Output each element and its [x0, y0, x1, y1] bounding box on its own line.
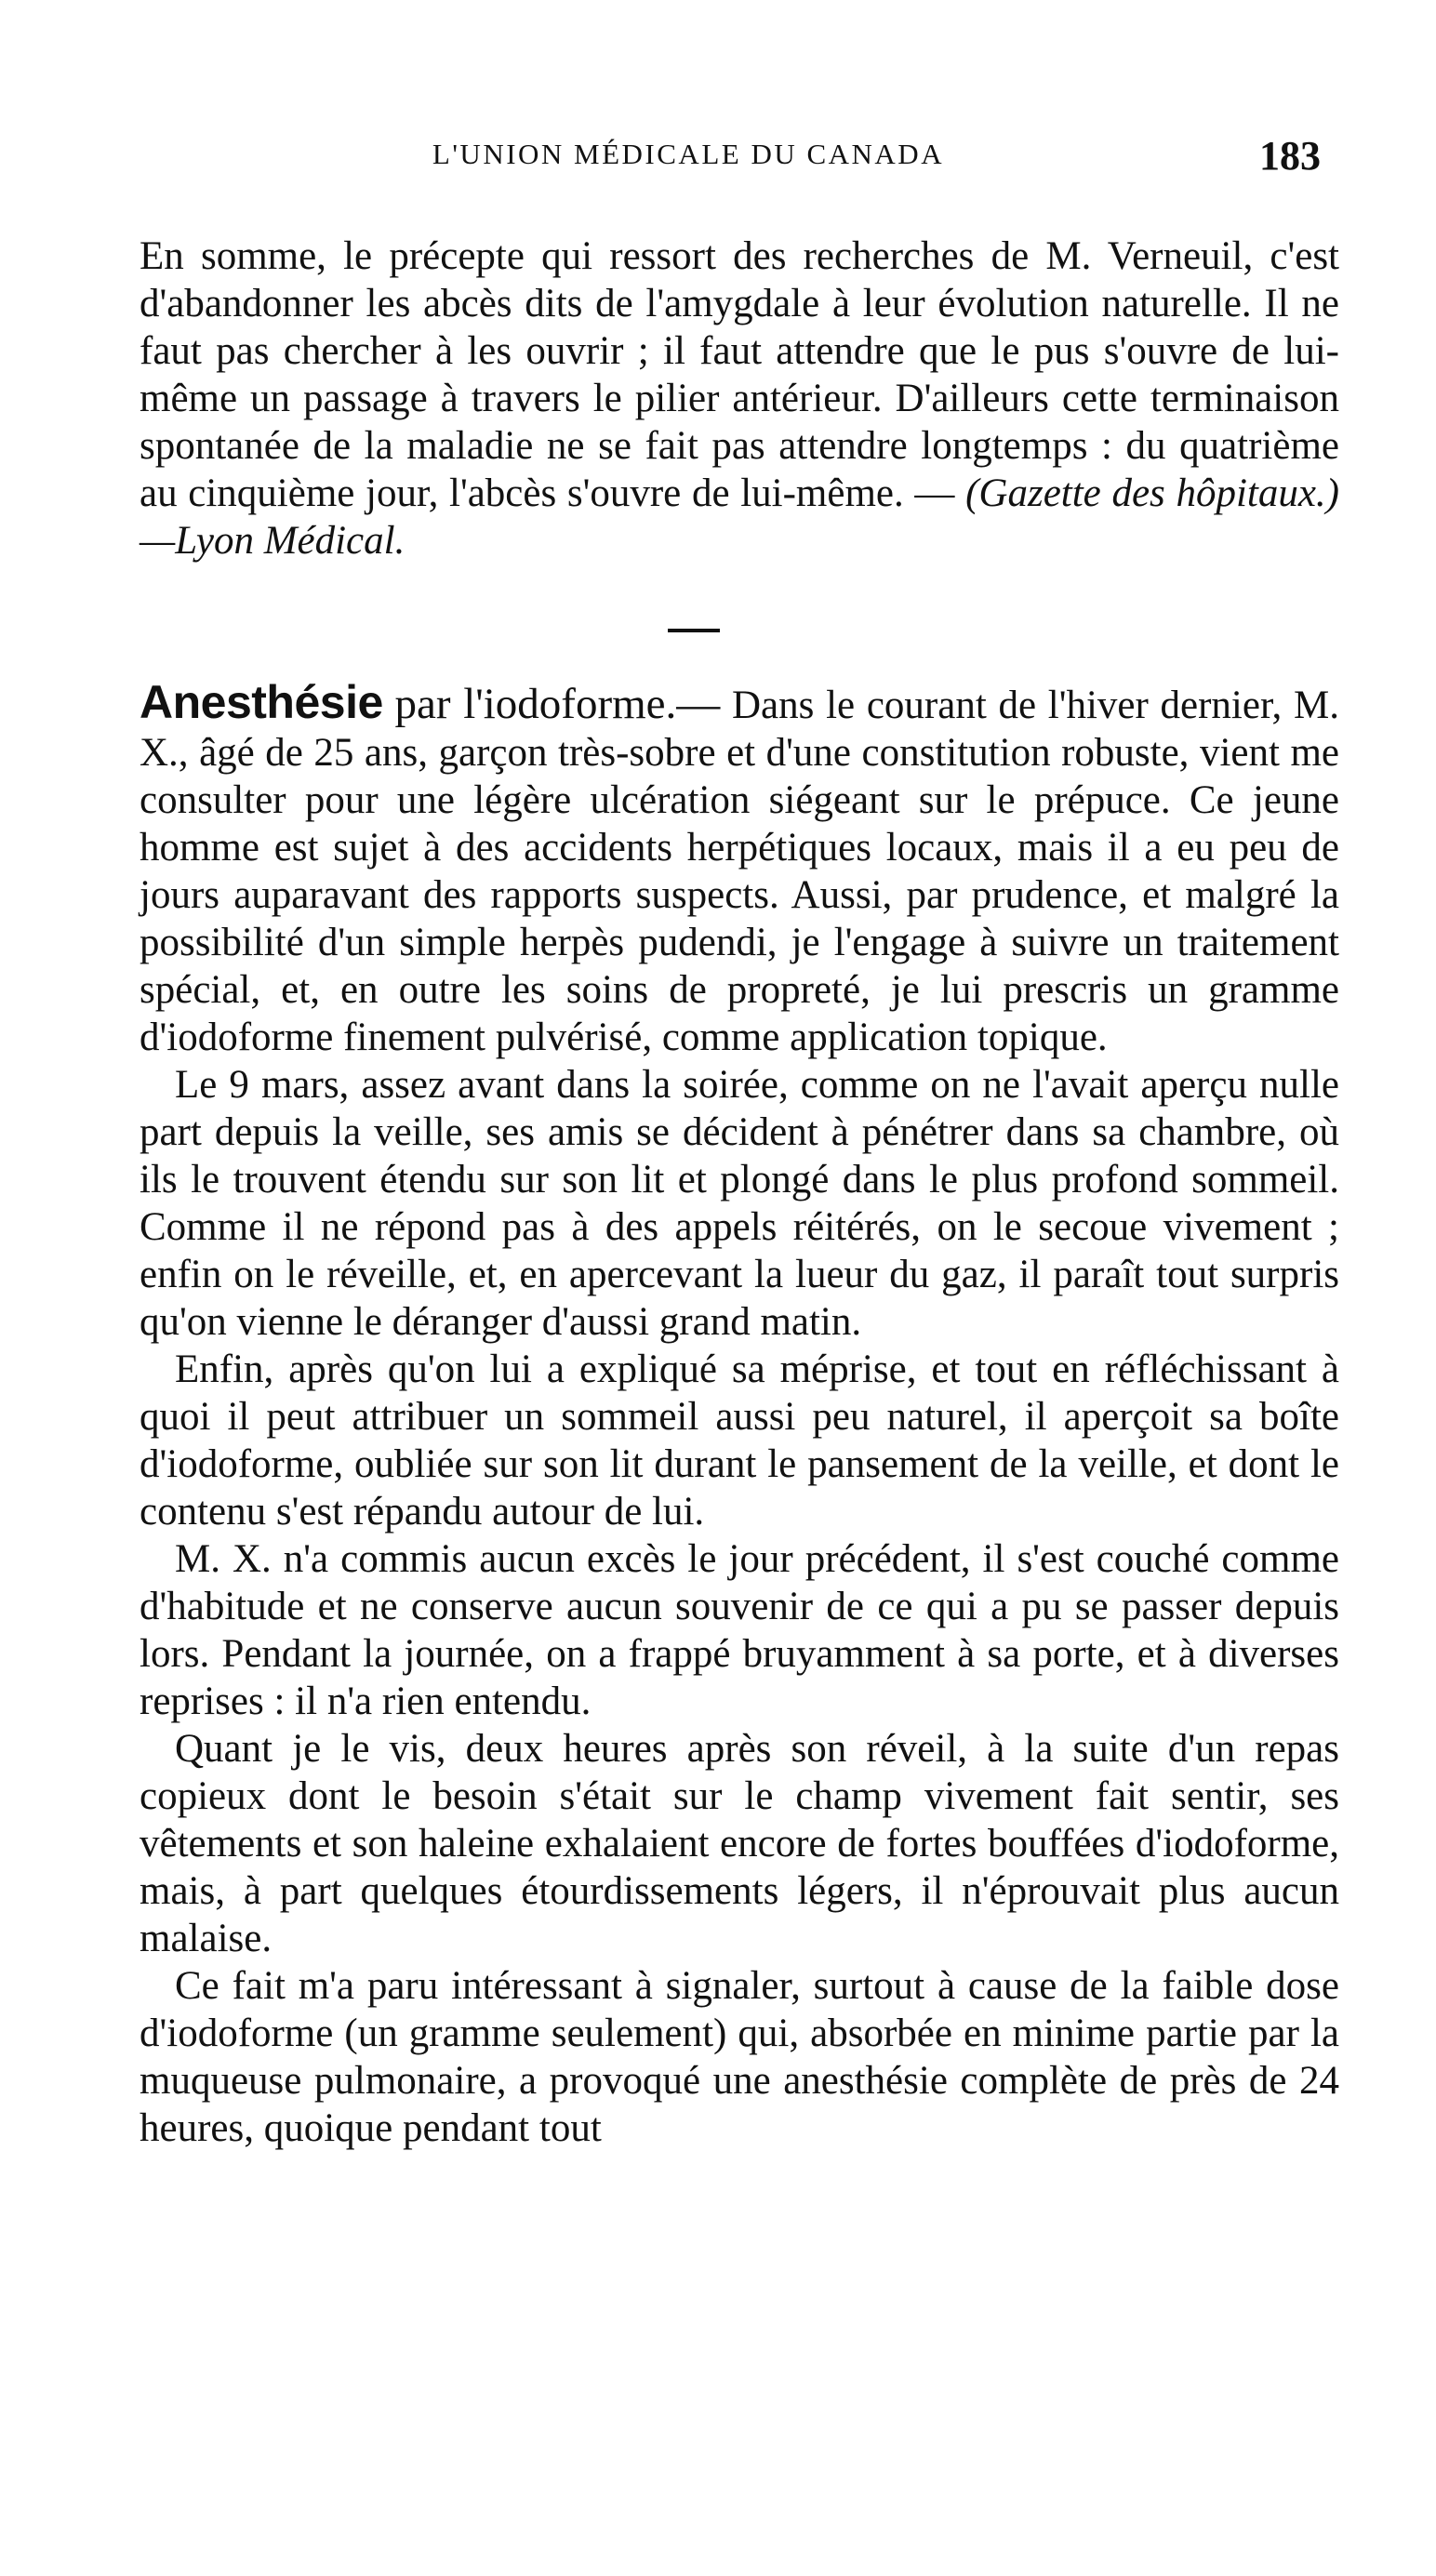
running-title: L'UNION MÉDICALE DU CANADA — [432, 138, 945, 170]
paragraph: M. X. n'a commis aucun excès le jour précédent, il s'est couché comme d'habitude et ne conserve aucun souvenir de ce qui a pu se passer depuis lors. Pendant la journée, on a frappé bruyamment à sa porte, et à diverses reprises : il n'a rien entendu. — [140, 1537, 1339, 1723]
article-anesthesie — [140, 676, 1340, 2152]
citation: (Gazette des hôpitaux.)—Lyon Médical. — [140, 471, 1339, 563]
article-title: Anesthésie — [140, 676, 383, 728]
paragraph: Quant je le vis, deux heures après son réveil, à la suite d'un repas copieux dont le besoin s'était sur le champ vivement fait sentir, ses vêtements et son haleine exhalaient encore de fortes bouffées d'iodoforme, mais, à part quelques étourdissements légers, il n'éprouvait plus aucun malaise. — [140, 1727, 1339, 1960]
running-header — [140, 133, 1321, 193]
previous-article-ending — [140, 232, 1339, 564]
paragraph: Enfin, après qu'on lui a expliqué sa méprise, et tout en réfléchissant à quoi il peut attribuer un sommeil aussi peu naturel, il aperçoit sa boîte d'iodoforme, oubliée sur son lit durant le pansement de la veille, et dont le contenu s'est répandu autour de lui. — [140, 1348, 1339, 1534]
article-title-rest: par l'iodoforme.— — [394, 680, 721, 728]
page-number: 183 — [1259, 133, 1321, 179]
section-divider — [668, 629, 720, 632]
paragraph: Le 9 mars, assez avant dans la soirée, comme on ne l'avait aperçu nulle part depuis la veille, ses amis se décident à pénétrer dans sa chambre, où ils le trouvent étendu sur son lit et plongé dans le plus profond sommeil. Comme il ne répond pas à des appels réitérés, on le secoue vivement ; enfin on le réveille, et, en apercevant la lueur du gaz, il paraît tout surpris qu'on vienne le déranger d'aussi grand matin. — [140, 1063, 1339, 1344]
paragraph — [140, 232, 1339, 564]
paragraph: Ce fait m'a paru intéressant à signaler, surtout à cause de la faible dose d'iodoforme (un gramme seulement) qui, absorbée en minime partie par la muqueuse pulmonaire, a provoqué une anesthésie complète de près de 24 heures, quoique pendant tout — [140, 1964, 1339, 2150]
paragraph-text: En somme, le précepte qui ressort des recherches de M. Verneuil, c'est d'abandonner les abcès dits de l'amygdale à leur évolution naturelle. Il ne faut pas chercher à les ouvrir ; il faut attendre que le pus s'ouvre de lui-même un passage à travers le pilier antérieur. D'ailleurs cette terminaison spontanée de la maladie ne se fait pas attendre longtemps : du quatrième au cinquième jour, l'abcès s'ouvre de lui-même. — — [140, 234, 1339, 515]
paragraph-text: Dans le courant de l'hiver dernier, M. X., âgé de 25 ans, garçon très-sobre et d'une constitution robuste, vient me consulter pour une légère ulcération siégeant sur le prépuce. Ce jeune homme est sujet à des accidents herpétiques locaux, mais il a eu peu de jours auparavant des rapports suspects. Aussi, par prudence, et malgré la possibilité d'un simple herpès pudendi, je l'engage à suivre un traitement spécial, et, en outre les soins de propreté, je lui prescris un gramme d'iodoforme finement pulvérisé, comme application topique. — [140, 684, 1340, 1059]
paragraph — [140, 676, 1340, 1061]
